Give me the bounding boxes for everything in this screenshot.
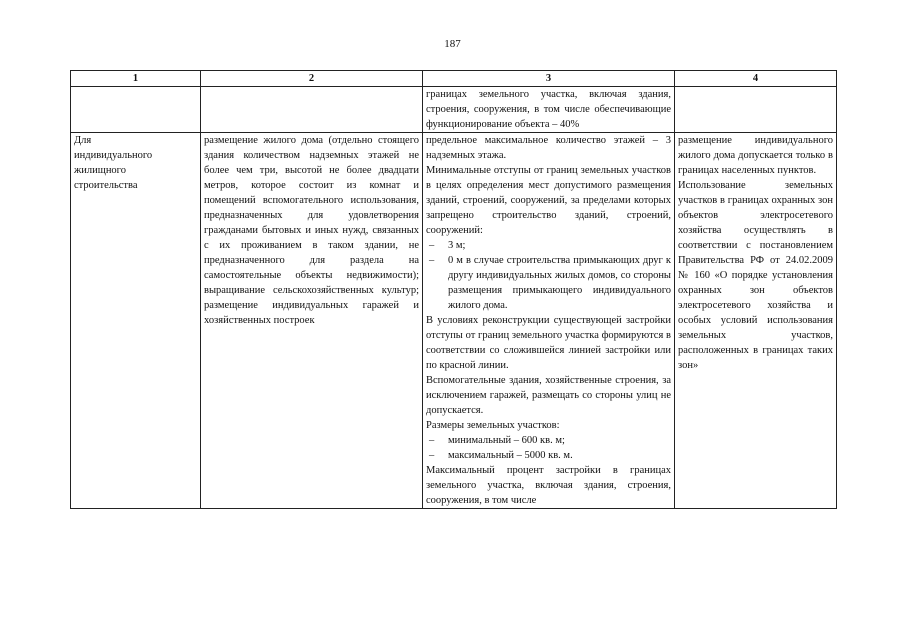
continuation-row (71, 87, 837, 133)
list-item: – минимальный – 600 кв. м; (426, 433, 671, 448)
restriction-power-zones: Использование земельных участков в границах охранных зон объектов электросетевого хозяйства осуществлять в соответствии с постановлением Правительства РФ от 24.02.2009 № 160 «О порядке установления охранных зон объектов электросетевого хозяйства и особых условий использования земельных участков, расположенных в границах таких зон» (678, 180, 833, 371)
cont-col-2 (201, 87, 423, 133)
cont-col-4 (675, 87, 837, 133)
land-use-type (71, 133, 201, 509)
restrictions-cell (675, 133, 837, 509)
cont-col-3: границах земельного участка, включая здания, строения, сооружения, в том числе обеспечивающие функционирование объекта – 40% (423, 87, 675, 133)
list-item: – 3 м; (426, 238, 671, 253)
floors-limit: предельное максимальное количество этажей – 3 надземных этажа. (426, 135, 671, 161)
plot-sizes-heading: Размеры земельных участков: (426, 420, 560, 431)
reconstruction-note: В условиях реконструкции существующей застройки отступы от границ земельного участка формируются в соответствии со сложившейся линией застройки или по красной линии. (426, 315, 671, 371)
setbacks-intro: Минимальные отступы от границ земельных участков в целях определения мест допустимого размещения зданий, строений, сооружений, за пределами которых запрещено строительство зданий, строений, сооружений: (426, 165, 671, 236)
table-row (71, 133, 837, 509)
list-item: – максимальный – 5000 кв. м. (426, 448, 671, 463)
cont-col-1 (71, 87, 201, 133)
auxiliary-buildings-note: Вспомогательные здания, хозяйственные строения, за исключением гаражей, размещать со стороны улиц не допускается. (426, 375, 671, 416)
page-number: 187 (444, 38, 461, 50)
header-col-1: 1 (71, 71, 201, 87)
permitted-use-description: размещение жилого дома (отдельно стоящего здания количеством надземных этажей не более чем три, высотой не более двадцати метров, которое состоит из комнат и помещений вспомогательного использования, предназначенных для удовлетворения гражданами бытовых и иных нужд, связанных с их проживанием в таком здании, не предназначенного для раздела на самостоятельные объекты недвижимости); выращивание сельскохозяйственных культур; размещение индивидуальных гаражей и хозяйственных построек (201, 133, 423, 509)
header-col-3: 3 (423, 71, 675, 87)
setbacks-list (426, 238, 671, 313)
header-row (71, 71, 837, 87)
header-col-4: 4 (675, 71, 837, 87)
land-use-type-text: Для индивидуального жилищного строительства (74, 135, 153, 191)
header-col-2: 2 (201, 71, 423, 87)
max-coverage-note: Максимальный процент застройки в границах земельного участка, включая здания, строения, сооружения, в том числе (426, 465, 671, 506)
list-item: – 0 м в случае строительства примыкающих друг к другу индивидуальных жилых домов, со стороны размещения примыкающего индивидуального жилого дома. (426, 253, 671, 313)
parameters-cell (423, 133, 675, 509)
plot-sizes-list (426, 433, 671, 463)
zoning-table (70, 70, 837, 509)
restriction-settlements: размещение индивидуального жилого дома допускается только в границах населенных пунктов. (678, 135, 833, 176)
